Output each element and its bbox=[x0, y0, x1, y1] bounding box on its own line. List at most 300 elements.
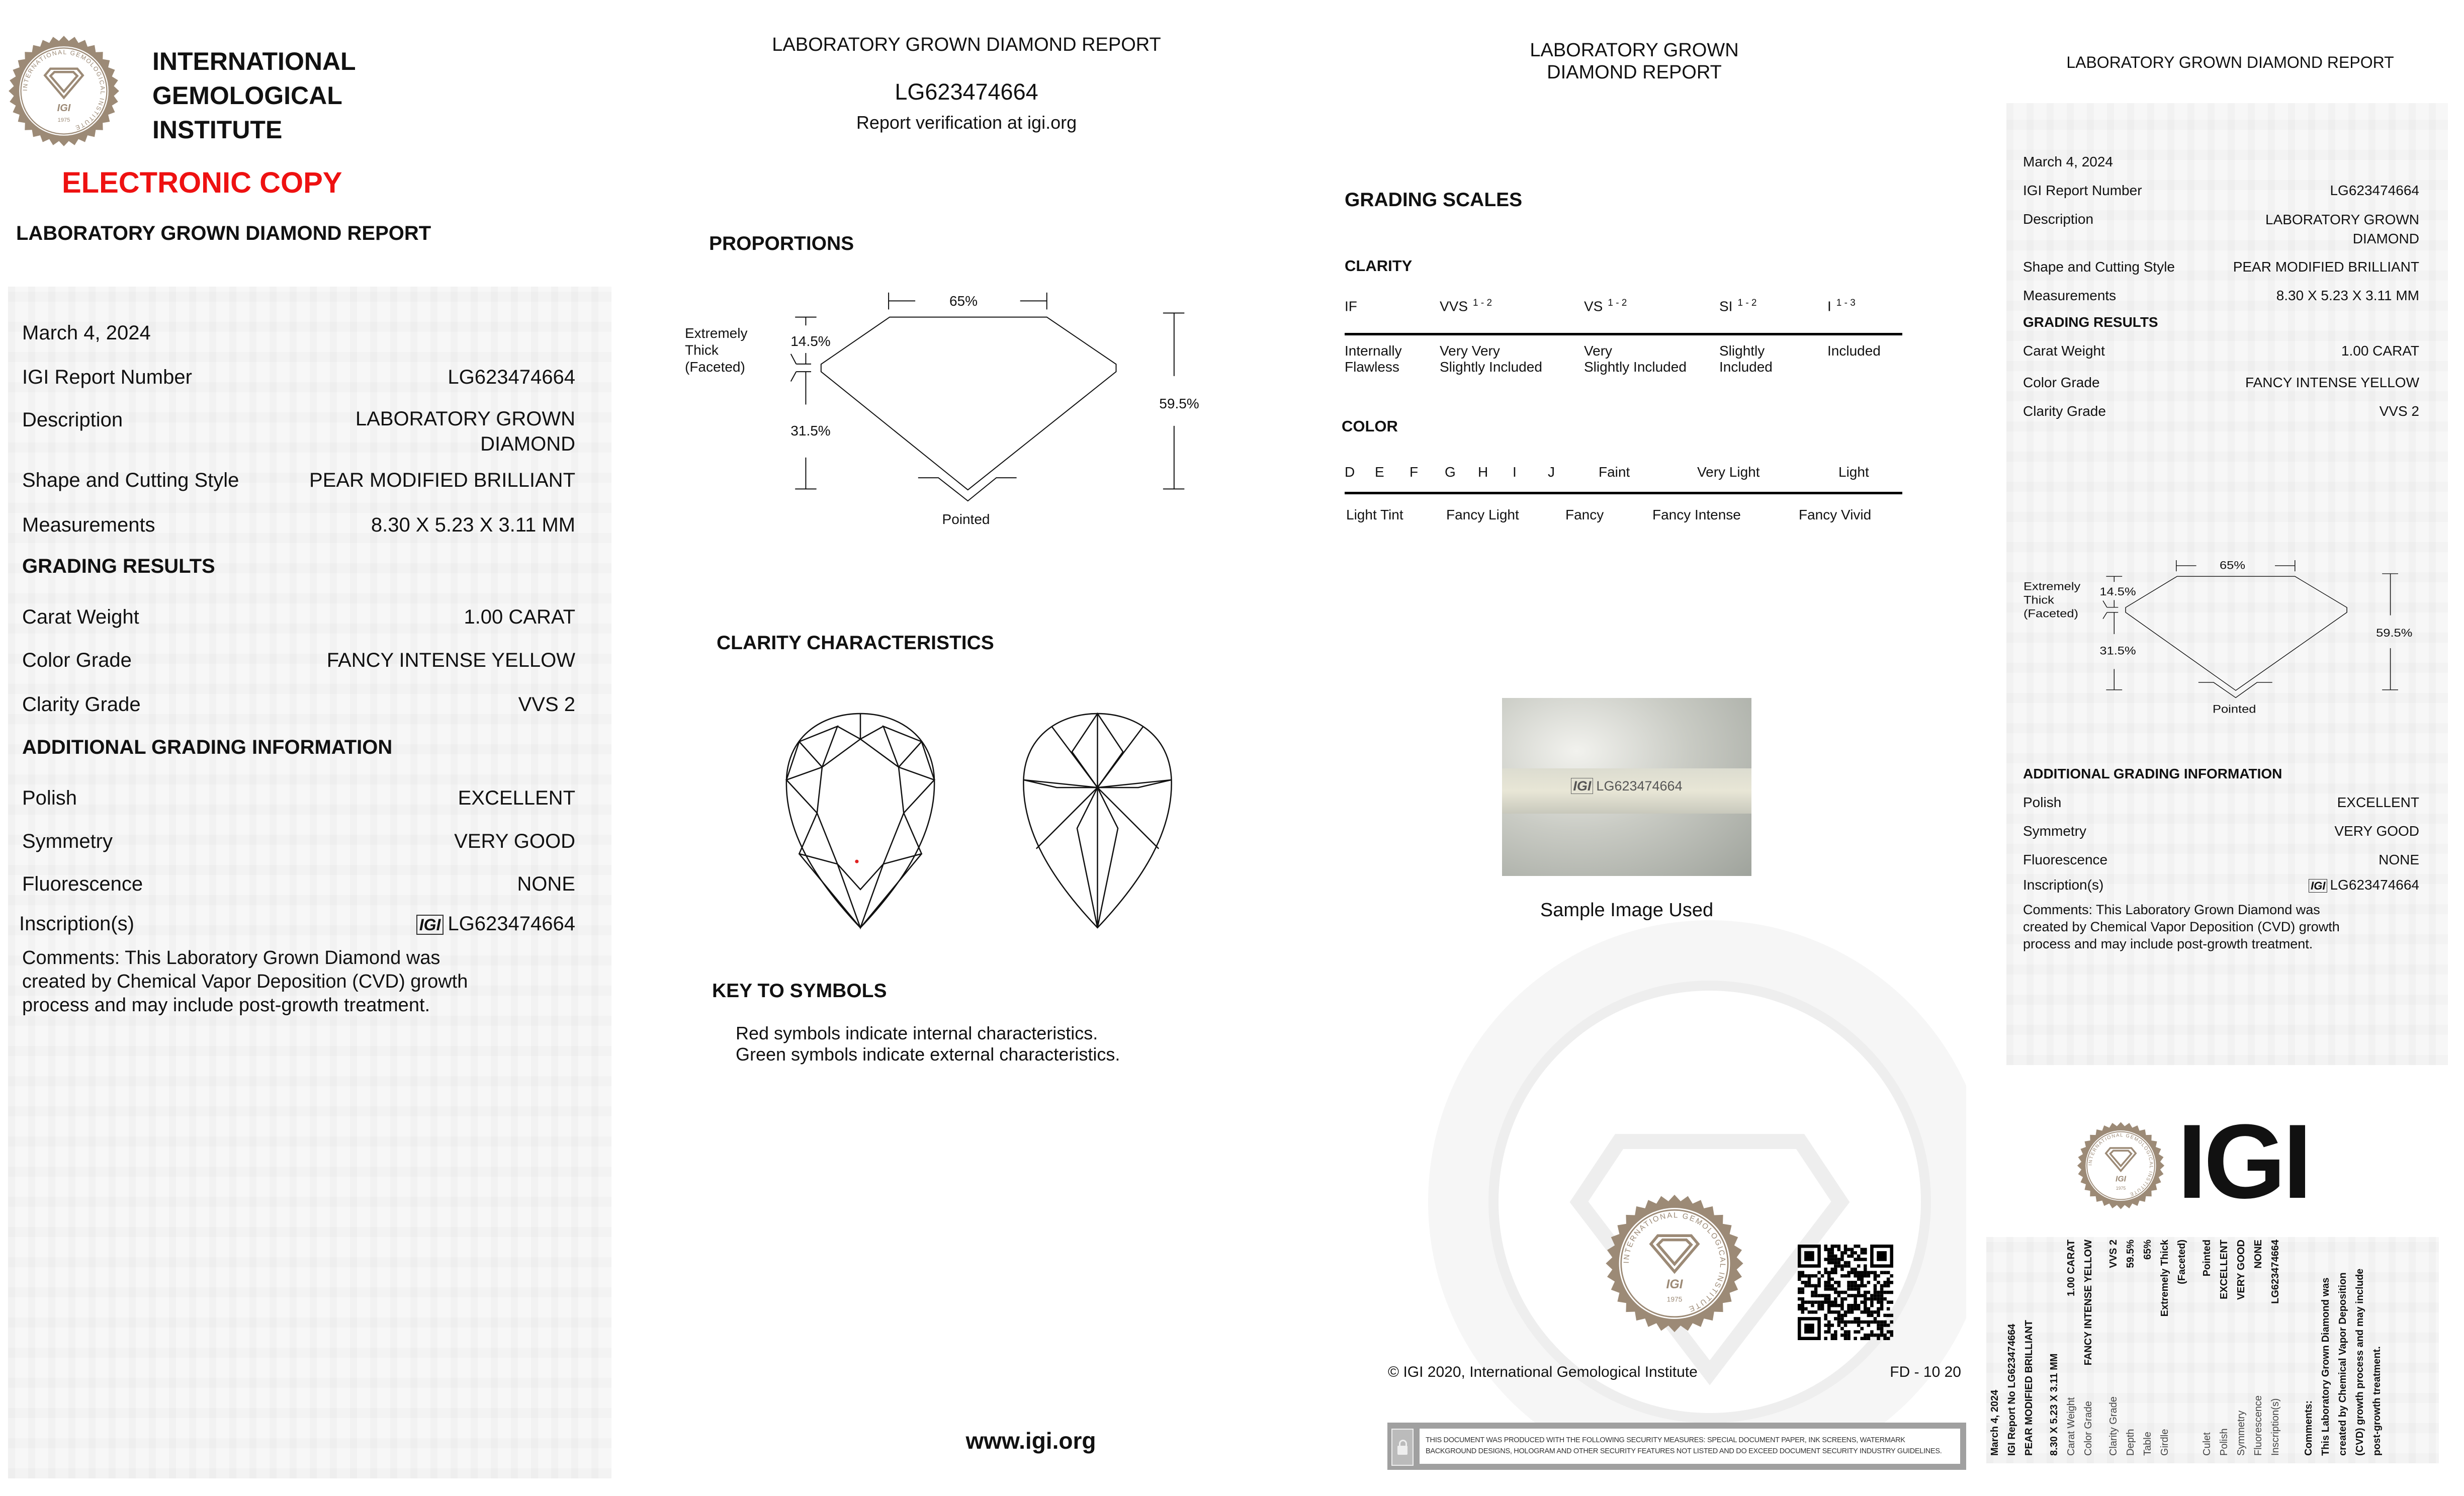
qr-module bbox=[1827, 1307, 1831, 1310]
qr-module bbox=[1834, 1310, 1837, 1314]
institute-name bbox=[152, 44, 356, 147]
seal-monogram: IGI bbox=[2115, 1175, 2127, 1184]
qr-module bbox=[1814, 1310, 1818, 1314]
report-title: LABORATORY GROWN DIAMOND REPORT bbox=[2066, 53, 2394, 71]
qr-module bbox=[1864, 1268, 1867, 1271]
qr-module bbox=[1874, 1287, 1877, 1291]
grading-results-heading: GRADING RESULTS bbox=[22, 555, 215, 577]
institute-name-line: INTERNATIONAL bbox=[152, 47, 356, 75]
section-heading bbox=[2023, 766, 2419, 782]
comments-line: created by Chemical Vapor Deposition (CVD) growth bbox=[2023, 919, 2340, 934]
qr-module bbox=[1867, 1334, 1871, 1337]
security-notice-box bbox=[1387, 1423, 1966, 1470]
strip-row bbox=[2250, 1240, 2267, 1456]
qr-module bbox=[1864, 1294, 1867, 1297]
qr-module bbox=[1824, 1337, 1827, 1340]
field-row bbox=[2023, 877, 2419, 893]
igi-inscription-icon: IGI bbox=[2309, 879, 2327, 893]
qr-module bbox=[1854, 1245, 1857, 1248]
qr-module bbox=[1847, 1287, 1851, 1291]
qr-module bbox=[1851, 1307, 1854, 1310]
field-value: LG623474664 bbox=[448, 366, 575, 388]
culet-label: Pointed bbox=[2213, 703, 2256, 716]
qr-module bbox=[1887, 1314, 1890, 1317]
crown-height-percent: 14.5% bbox=[2099, 585, 2136, 598]
strip-shape: PEAR MODIFIED BRILLIANT bbox=[2023, 1320, 2035, 1456]
qr-module bbox=[1801, 1297, 1805, 1301]
field-value-line: LABORATORY GROWN bbox=[2265, 212, 2419, 227]
qr-module bbox=[1847, 1274, 1851, 1278]
seal-year: 1975 bbox=[57, 117, 70, 124]
field-value bbox=[356, 406, 575, 457]
qr-module bbox=[1834, 1287, 1837, 1291]
qr-module bbox=[1854, 1307, 1857, 1310]
qr-module bbox=[1827, 1284, 1831, 1288]
qr-module bbox=[1860, 1251, 1864, 1255]
qr-module bbox=[1824, 1248, 1827, 1252]
qr-module bbox=[1834, 1304, 1837, 1307]
qr-module bbox=[1854, 1274, 1857, 1278]
qr-module bbox=[1798, 1291, 1801, 1294]
field-value: 1.00 CARAT bbox=[2341, 343, 2419, 359]
qr-module bbox=[1824, 1284, 1827, 1288]
qr-module bbox=[1834, 1300, 1837, 1304]
clarity-grade bbox=[1345, 298, 1362, 314]
seal-ring-text: INTERNATIONAL GEMOLOGICAL INSTITUTE bbox=[2087, 1132, 2154, 1197]
qr-module bbox=[1834, 1255, 1837, 1258]
qr-module bbox=[1877, 1297, 1880, 1301]
qr-module bbox=[1824, 1287, 1827, 1291]
qr-module bbox=[1854, 1271, 1857, 1274]
qr-module bbox=[1804, 1284, 1808, 1288]
qr-module bbox=[1874, 1297, 1877, 1301]
qr-module bbox=[1857, 1258, 1861, 1261]
table-facet bbox=[817, 739, 904, 890]
qr-module bbox=[1857, 1324, 1861, 1327]
key-line: Red symbols indicate internal characteristics. bbox=[736, 1023, 1098, 1043]
qr-module bbox=[1880, 1327, 1884, 1331]
qr-module bbox=[1827, 1327, 1831, 1331]
clarity-grade-description: Included bbox=[1827, 343, 1881, 359]
qr-module bbox=[1867, 1281, 1871, 1284]
qr-module bbox=[1854, 1317, 1857, 1321]
qr-module bbox=[1831, 1324, 1834, 1327]
qr-module bbox=[1864, 1307, 1867, 1310]
report-title: LABORATORY GROWN DIAMOND REPORT bbox=[16, 222, 431, 244]
field-row bbox=[22, 649, 575, 672]
qr-module bbox=[1890, 1300, 1893, 1304]
qr-module bbox=[1814, 1274, 1818, 1278]
qr-module bbox=[1840, 1297, 1844, 1301]
qr-module bbox=[1874, 1274, 1877, 1278]
field-label: Carat Weight bbox=[2023, 343, 2105, 359]
qr-module bbox=[1883, 1297, 1887, 1301]
field-row bbox=[2023, 183, 2419, 199]
fancy-color-grade: Fancy Intense bbox=[1652, 507, 1741, 522]
form-code: FD - 10 20 bbox=[1890, 1364, 1961, 1380]
qr-module bbox=[1821, 1307, 1824, 1310]
field-label: Inscription(s) bbox=[2023, 877, 2104, 893]
qr-module bbox=[1847, 1307, 1851, 1310]
qr-module bbox=[1887, 1271, 1890, 1274]
qr-module bbox=[1867, 1271, 1871, 1274]
clarity-grade-description: Internally Flawless bbox=[1345, 343, 1402, 375]
qr-module bbox=[1890, 1321, 1893, 1324]
qr-module bbox=[1840, 1258, 1844, 1261]
date-row bbox=[2023, 154, 2419, 170]
facet-lines bbox=[786, 714, 934, 928]
field-value bbox=[2309, 877, 2419, 893]
key-line: Green symbols indicate external characteristics. bbox=[736, 1044, 1120, 1065]
key-to-symbols-heading: KEY TO SYMBOLS bbox=[712, 980, 887, 1002]
field-row bbox=[22, 469, 575, 492]
girdle-label: Extremely bbox=[685, 325, 748, 341]
strip-value: VERY GOOD bbox=[2236, 1240, 2247, 1300]
qr-module bbox=[1827, 1297, 1831, 1301]
qr-module bbox=[1870, 1271, 1874, 1274]
qr-module bbox=[1804, 1281, 1808, 1284]
field-value: 1.00 CARAT bbox=[464, 606, 575, 628]
qr-module bbox=[1837, 1248, 1841, 1252]
qr-module bbox=[1831, 1251, 1834, 1255]
field-value: FANCY INTENSE YELLOW bbox=[2245, 375, 2419, 390]
field-label: Color Grade bbox=[22, 649, 132, 671]
field-value: PEAR MODIFIED BRILLIANT bbox=[309, 469, 575, 491]
strip-row bbox=[2105, 1240, 2122, 1456]
qr-module bbox=[1883, 1291, 1887, 1294]
field-value: EXCELLENT bbox=[2337, 795, 2419, 810]
field-label: Shape and Cutting Style bbox=[2023, 259, 2175, 275]
qr-module bbox=[1821, 1300, 1824, 1304]
strip-value: Pointed bbox=[2202, 1240, 2213, 1277]
qr-module bbox=[1847, 1330, 1851, 1334]
qr-module bbox=[1801, 1271, 1805, 1274]
sample-inscription-text: LG623474664 bbox=[1596, 778, 1683, 794]
qr-module bbox=[1801, 1274, 1805, 1278]
qr-module bbox=[1854, 1304, 1857, 1307]
qr-module bbox=[1883, 1281, 1887, 1284]
qr-module bbox=[1883, 1337, 1887, 1340]
qr-module bbox=[1831, 1287, 1834, 1291]
qr-module bbox=[1847, 1248, 1851, 1252]
qr-module bbox=[1808, 1281, 1811, 1284]
qr-module bbox=[1880, 1321, 1884, 1324]
qr-module bbox=[1817, 1284, 1821, 1288]
qr-module bbox=[1824, 1294, 1827, 1297]
grading-scales-heading: GRADING SCALES bbox=[1345, 189, 1523, 211]
field-value: VERY GOOD bbox=[454, 830, 575, 852]
qr-module bbox=[1877, 1291, 1880, 1294]
qr-finder-center bbox=[1877, 1251, 1887, 1261]
igi-inscription-icon: IGI bbox=[1571, 778, 1593, 794]
qr-module bbox=[1847, 1281, 1851, 1284]
field-row bbox=[22, 366, 575, 389]
qr-module bbox=[1857, 1321, 1861, 1324]
qr-module bbox=[1877, 1300, 1880, 1304]
qr-module bbox=[1874, 1291, 1877, 1294]
comments bbox=[22, 946, 468, 1017]
strip-value: EXCELLENT bbox=[2219, 1240, 2230, 1299]
qr-module bbox=[1857, 1307, 1861, 1310]
qr-module bbox=[1824, 1324, 1827, 1327]
qr-module bbox=[1840, 1334, 1844, 1337]
pavilion-depth-percent: 31.5% bbox=[2099, 644, 2136, 658]
field-value: FANCY INTENSE YELLOW bbox=[326, 649, 575, 671]
qr-module bbox=[1837, 1264, 1841, 1268]
qr-module bbox=[1840, 1314, 1844, 1317]
strip-label: Girdle bbox=[2159, 1429, 2170, 1456]
qr-module bbox=[1887, 1284, 1890, 1288]
qr-module bbox=[1860, 1294, 1864, 1297]
fancy-color-grade: Fancy Light bbox=[1446, 507, 1519, 522]
additional-info-heading: ADDITIONAL GRADING INFORMATION bbox=[22, 736, 393, 758]
qr-module bbox=[1857, 1284, 1861, 1288]
qr-module bbox=[1808, 1310, 1811, 1314]
seal-year: 1975 bbox=[2116, 1186, 2126, 1191]
qr-module bbox=[1798, 1274, 1801, 1278]
qr-module bbox=[1860, 1337, 1864, 1340]
comments-line: Comments: This Laboratory Grown Diamond was bbox=[22, 947, 441, 969]
qr-module bbox=[1877, 1334, 1880, 1337]
pear-outline bbox=[786, 714, 934, 928]
qr-module bbox=[1870, 1334, 1874, 1337]
qr-module bbox=[1840, 1255, 1844, 1258]
qr-module bbox=[1890, 1314, 1893, 1317]
field-value: VVS 2 bbox=[2379, 403, 2419, 419]
comments-line: created by Chemical Vapor Deposition (CVD) growth bbox=[22, 971, 468, 992]
qr-module bbox=[1864, 1251, 1867, 1255]
qr-module bbox=[1831, 1284, 1834, 1288]
qr-module bbox=[1827, 1300, 1831, 1304]
qr-finder-center bbox=[1804, 1251, 1814, 1261]
qr-module bbox=[1847, 1271, 1851, 1274]
field-value-line: DIAMOND bbox=[480, 433, 575, 455]
strip-row bbox=[2080, 1240, 2097, 1456]
qr-module bbox=[1840, 1251, 1844, 1255]
qr-module bbox=[1870, 1300, 1874, 1304]
qr-module bbox=[1877, 1294, 1880, 1297]
qr-module bbox=[1890, 1291, 1893, 1294]
comments-line: Comments: This Laboratory Grown Diamond was bbox=[2023, 902, 2320, 917]
strip-comments bbox=[2317, 1240, 2386, 1456]
qr-module bbox=[1837, 1284, 1841, 1288]
qr-module bbox=[1887, 1300, 1890, 1304]
qr-module bbox=[1827, 1321, 1831, 1324]
pear-crown-plot bbox=[782, 711, 939, 930]
qr-module bbox=[1880, 1271, 1884, 1274]
field-row bbox=[2023, 823, 2419, 839]
field-row bbox=[2023, 375, 2419, 391]
culet-label: Pointed bbox=[942, 511, 990, 527]
report-number: LG623474664 bbox=[895, 79, 1038, 105]
qr-module bbox=[1814, 1294, 1818, 1297]
total-depth-percent: 59.5% bbox=[2376, 627, 2413, 640]
field-value bbox=[2265, 210, 2419, 248]
qr-module bbox=[1827, 1248, 1831, 1252]
field-row bbox=[22, 873, 575, 896]
qr-module bbox=[1870, 1297, 1874, 1301]
color-grade: I bbox=[1513, 464, 1517, 480]
strip-row bbox=[2198, 1240, 2216, 1456]
strip-label: Carat Weight bbox=[2066, 1397, 2077, 1456]
field-value: NONE bbox=[517, 873, 575, 895]
qr-module bbox=[1811, 1310, 1814, 1314]
qr-module bbox=[1864, 1321, 1867, 1324]
security-notice-line: BACKGROUND DESIGNS, HOLOGRAM AND OTHER SECURITY FEATURES NOT LISTED AND DO EXCEED DOCUMENT SECURITY INDUSTRY GUIDELINES. bbox=[1426, 1447, 1942, 1455]
qr-module bbox=[1837, 1310, 1841, 1314]
qr-module bbox=[1890, 1334, 1893, 1337]
clarity-grade-code: VVS bbox=[1440, 298, 1468, 314]
girdle-label: Thick bbox=[2023, 593, 2054, 607]
strip-row bbox=[2233, 1240, 2250, 1456]
qr-module bbox=[1831, 1310, 1834, 1314]
qr-module bbox=[1857, 1291, 1861, 1294]
qr-module bbox=[1834, 1281, 1837, 1284]
website-link[interactable]: www.igi.org bbox=[965, 1428, 1096, 1454]
qr-module bbox=[1860, 1281, 1864, 1284]
qr-module bbox=[1827, 1261, 1831, 1265]
qr-module bbox=[1851, 1268, 1854, 1271]
sample-image-caption: Sample Image Used bbox=[1540, 900, 1714, 921]
qr-module bbox=[1824, 1297, 1827, 1301]
qr-module bbox=[1857, 1287, 1861, 1291]
comments-line: process and may include post-growth treatment. bbox=[2023, 936, 2313, 951]
strip-row bbox=[2020, 1240, 2038, 1456]
qr-module bbox=[1880, 1287, 1884, 1291]
qr-module bbox=[1844, 1291, 1847, 1294]
field-value: VERY GOOD bbox=[2334, 823, 2419, 839]
strip-value: 1.00 CARAT bbox=[2066, 1240, 2077, 1296]
strip-comments-line: post-growth treatment. bbox=[2371, 1346, 2383, 1456]
clarity-characteristics-heading: CLARITY CHARACTERISTICS bbox=[717, 632, 994, 654]
qr-module bbox=[1880, 1291, 1884, 1294]
field-label: Measurements bbox=[2023, 288, 2117, 303]
qr-module bbox=[1831, 1268, 1834, 1271]
qr-module bbox=[1814, 1284, 1818, 1288]
clarity-grade-description: Very Very Slightly Included bbox=[1440, 343, 1542, 375]
qr-module bbox=[1827, 1287, 1831, 1291]
qr-module bbox=[1831, 1258, 1834, 1261]
qr-module bbox=[1840, 1268, 1844, 1271]
fancy-color-grade: Light Tint bbox=[1346, 507, 1403, 522]
qr-module bbox=[1890, 1274, 1893, 1278]
strip-value: NONE bbox=[2253, 1240, 2264, 1269]
qr-module bbox=[1851, 1248, 1854, 1252]
seal-graphic bbox=[8, 35, 120, 147]
qr-module bbox=[1801, 1281, 1805, 1284]
qr-module bbox=[1854, 1251, 1857, 1255]
qr-module bbox=[1840, 1317, 1844, 1321]
qr-module bbox=[1840, 1327, 1844, 1331]
qr-module bbox=[1887, 1324, 1890, 1327]
seal-ring-text: INTERNATIONAL GEMOLOGICAL INSTITUTE bbox=[21, 48, 107, 132]
qr-module bbox=[1844, 1330, 1847, 1334]
qr-module bbox=[1801, 1300, 1805, 1304]
field-label: Clarity Grade bbox=[22, 693, 141, 716]
qr-module bbox=[1877, 1324, 1880, 1327]
qr-module bbox=[1817, 1307, 1821, 1310]
qr-module bbox=[1844, 1334, 1847, 1337]
field-label: Description bbox=[22, 409, 123, 431]
qr-module bbox=[1857, 1271, 1861, 1274]
qr-module bbox=[1867, 1307, 1871, 1310]
qr-module bbox=[1834, 1261, 1837, 1265]
qr-module bbox=[1887, 1307, 1890, 1310]
qr-module bbox=[1890, 1281, 1893, 1284]
strip-report-number: IGI Report No LG623474664 bbox=[2006, 1324, 2017, 1456]
report-date: March 4, 2024 bbox=[22, 322, 151, 344]
qr-module bbox=[1801, 1304, 1805, 1307]
qr-module bbox=[1887, 1330, 1890, 1334]
field-row bbox=[2023, 403, 2419, 419]
report-date: March 4, 2024 bbox=[2023, 154, 2113, 169]
field-value bbox=[416, 913, 575, 935]
strip-row bbox=[2139, 1240, 2156, 1456]
qr-module bbox=[1877, 1310, 1880, 1314]
color-grade: E bbox=[1375, 464, 1384, 480]
qr-module bbox=[1844, 1248, 1847, 1252]
color-grade: F bbox=[1410, 464, 1419, 480]
clarity-grade-code: VS bbox=[1584, 298, 1603, 314]
qr-module bbox=[1860, 1271, 1864, 1274]
qr-module bbox=[1860, 1321, 1864, 1324]
qr-module bbox=[1887, 1281, 1890, 1284]
verification-link[interactable]: Report verification at igi.org bbox=[856, 112, 1077, 133]
fancy-color-grade: Fancy bbox=[1565, 507, 1604, 522]
qr-module bbox=[1877, 1307, 1880, 1310]
clarity-grade-description: Slightly Included bbox=[1719, 343, 1773, 375]
proportions-heading: PROPORTIONS bbox=[709, 233, 854, 254]
field-row bbox=[2023, 343, 2419, 359]
qr-module bbox=[1857, 1304, 1861, 1307]
qr-module bbox=[1847, 1264, 1851, 1268]
qr-module bbox=[1883, 1314, 1887, 1317]
igi-wordmark: IGI bbox=[2177, 1102, 2310, 1220]
dimension-line bbox=[2103, 612, 2107, 619]
qr-module bbox=[1827, 1324, 1831, 1327]
qr-module bbox=[1870, 1321, 1874, 1324]
qr-module bbox=[1860, 1327, 1864, 1331]
color-grade: Light bbox=[1838, 464, 1869, 480]
proportions-diagram bbox=[679, 277, 1232, 553]
girdle-label: (Faceted) bbox=[685, 359, 745, 375]
qr-module bbox=[1834, 1271, 1837, 1274]
qr-module bbox=[1874, 1271, 1877, 1274]
seal-monogram: IGI bbox=[1666, 1278, 1683, 1292]
qr-module bbox=[1877, 1337, 1880, 1340]
qr-module bbox=[1867, 1297, 1871, 1301]
qr-module bbox=[1831, 1248, 1834, 1252]
qr-code[interactable] bbox=[1798, 1245, 1893, 1340]
qr-module bbox=[1831, 1245, 1834, 1248]
qr-module bbox=[1857, 1330, 1861, 1334]
qr-module bbox=[1851, 1310, 1854, 1314]
fancy-color-grade: Fancy Vivid bbox=[1799, 507, 1872, 522]
qr-module bbox=[1854, 1284, 1857, 1288]
color-scale-heading: COLOR bbox=[1342, 417, 1398, 435]
strip-measurements: 8.30 X 5.23 X 3.11 MM bbox=[2049, 1353, 2060, 1456]
field-row bbox=[22, 830, 575, 853]
strip-row bbox=[2003, 1240, 2020, 1456]
qr-module bbox=[1854, 1330, 1857, 1334]
strip-label: Culet bbox=[2202, 1432, 2213, 1456]
key-to-symbols bbox=[736, 1023, 1120, 1065]
field-row bbox=[2023, 259, 2419, 275]
field-value: 8.30 X 5.23 X 3.11 MM bbox=[371, 514, 575, 536]
field-value: NONE bbox=[2379, 852, 2419, 867]
qr-module bbox=[1808, 1300, 1811, 1304]
qr-module bbox=[1824, 1330, 1827, 1334]
